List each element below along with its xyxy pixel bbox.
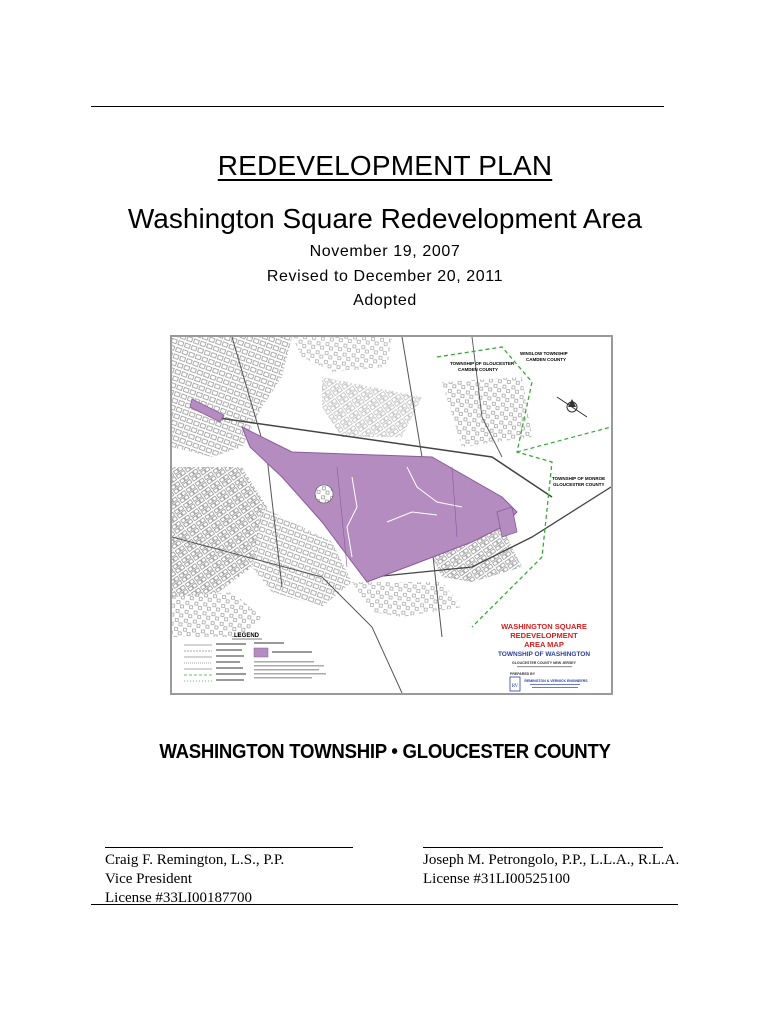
label-winslow-county: CAMDEN COUNTY: [526, 357, 566, 362]
map-title-line4: TOWNSHIP OF WASHINGTON: [497, 651, 591, 658]
map-firm-name: REMINGTON & VERNICK ENGINEERS: [524, 679, 588, 683]
map-graphic: [172, 337, 611, 693]
map-prepared-by: PREPARED BY: [510, 672, 536, 676]
redevelopment-area-map: [170, 335, 613, 695]
signatory-left-license: License #33LI00187700: [105, 890, 253, 906]
plan-date: November 19, 2007: [309, 243, 461, 260]
label-winslow-township: WINSLOW TOWNSHIP: [520, 351, 568, 356]
legend-title: LEGEND: [234, 633, 260, 639]
label-monroe-county: GLOUCESTER COUNTY: [553, 482, 605, 487]
adoption-status: Adopted: [353, 292, 417, 309]
page-title: REDEVELOPMENT PLAN: [217, 150, 553, 181]
signatory-right-name: Joseph M. Petrongolo, P.P., L.L.A., R.L.A.: [423, 852, 680, 868]
signatory-right-license: License #31LI00525100: [423, 871, 571, 887]
label-camden-county: CAMDEN COUNTY: [458, 367, 498, 372]
signatory-right: [423, 851, 679, 889]
bottom-rule: [91, 904, 678, 905]
top-rule: [91, 106, 664, 107]
label-gloucester-township: TOWNSHIP OF GLOUCESTER: [450, 361, 515, 366]
firm-logo: RV: [511, 684, 519, 689]
township-county-banner: WASHINGTON TOWNSHIP • GLOUCESTER COUNTY: [159, 741, 611, 763]
map-title-line2: REDEVELOPMENT: [510, 631, 578, 640]
signatory-left: [105, 851, 284, 908]
map-title-block: [498, 622, 590, 691]
signature-line-right: [423, 847, 663, 848]
revised-date: Revised to December 20, 2011: [266, 268, 504, 285]
map-title-line1: WASHINGTON SQUARE: [501, 622, 587, 631]
signatory-left-title: Vice President: [105, 871, 192, 887]
map-title-line3: AREA MAP: [524, 640, 564, 649]
signatory-left-name: Craig F. Remington, L.S., P.P.: [105, 852, 285, 868]
label-monroe-township: TOWNSHIP OF MONROE: [552, 476, 606, 481]
map-title-line5: GLOUCESTER COUNTY NEW JERSEY: [512, 661, 576, 665]
signature-line-left: [105, 847, 353, 848]
page-subtitle: Washington Square Redevelopment Area: [127, 203, 643, 234]
